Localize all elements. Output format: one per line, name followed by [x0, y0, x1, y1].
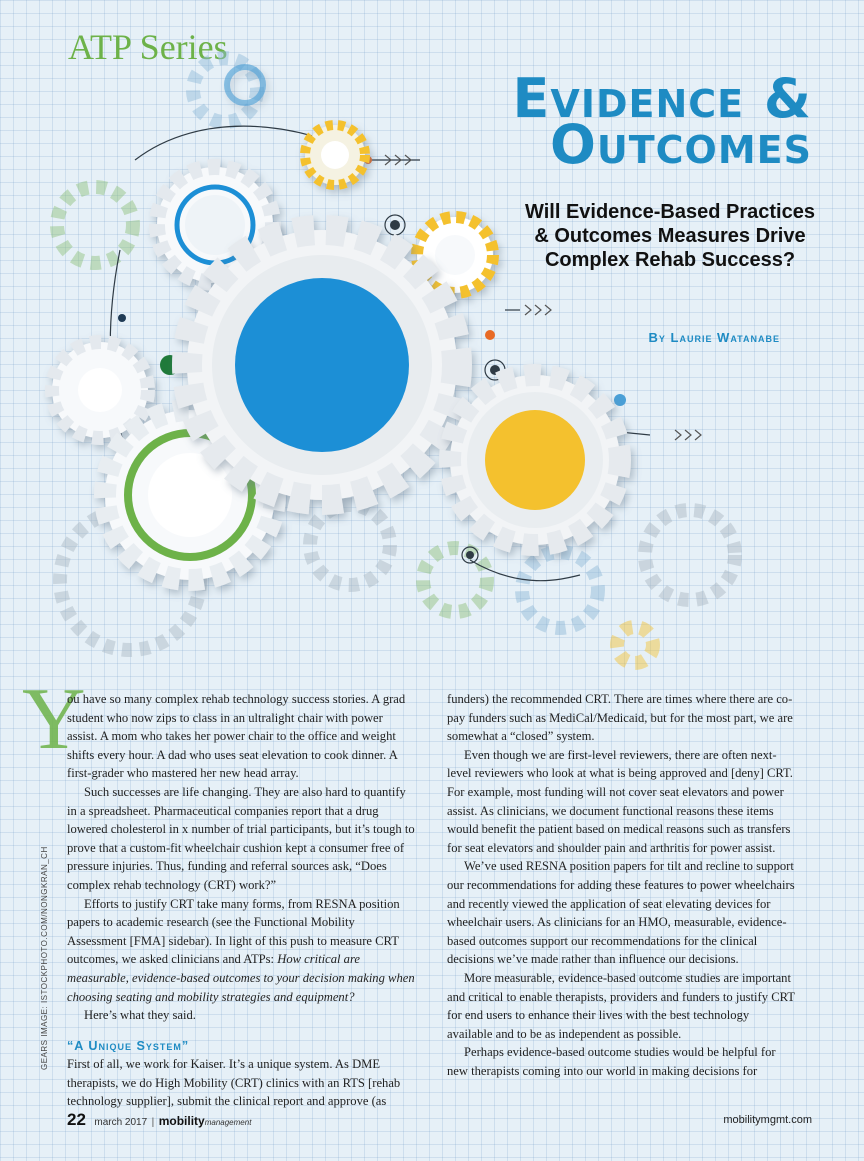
blue-gear	[187, 230, 457, 500]
issue-date: march 2017	[94, 1117, 148, 1128]
image-credit: GEARS IMAGE: ISTOCKPHOTO.COM/NONGKRAN_CH	[40, 846, 49, 1070]
page-number: 22	[67, 1110, 86, 1129]
article-deck: Will Evidence-Based Practices & Outcomes Measures Drive Complex Rehab Success?	[525, 201, 815, 271]
article-column-right	[447, 690, 795, 1080]
title-line-1: Evidence &	[512, 67, 812, 130]
paragraph: More measurable, evidence-based outcome studies are important and critical to enable therapists, providers and funders to justify CRT for end users to enhance their lives with the best technology available and to be as independent as possible.	[447, 970, 795, 1041]
series-label: ATP Series	[68, 27, 228, 67]
paragraph: Even though we are first-level reviewers, there are often next-level reviewers who look at what is being approved and [deny] CRT. For example, most funding will not cover seat elevators and power assist. As clinicians, we document functional reasons these items would benefit the patient based on medical reasons such as transfers for seat elevators and shoulder pain and arthritis for power assist.	[447, 747, 793, 855]
paragraph: Perhaps evidence-based outcome studies would be helpful for new therapists coming into our world in making decisions for	[447, 1045, 776, 1078]
brand-logo-sub: management	[204, 1118, 252, 1127]
drop-cap: Y	[22, 671, 86, 768]
paragraph: Here’s what they said.	[84, 1008, 196, 1023]
paragraph: First of all, we work for Kaiser. It’s a unique system. As DME therapists, we do High Mobility (CRT) clinics with an RTS [rehab technology supplier], submit the clinical report and approve (as	[67, 1057, 401, 1109]
title-line-2: Outcomes	[549, 113, 812, 176]
paragraph: funders) the recommended CRT. There are times where there are co-pay funders such as MediCal/Medicaid, but for the most part, we are somewhat a “closed” system.	[447, 692, 793, 744]
paragraph-text: Efforts to justify CRT take many forms, from RESNA position papers to academic research (see the Functional Mobility Assessment [FMA] sidebar). In light of this push to measure CRT outcomes, we asked clinicians and ATPs:	[67, 896, 400, 967]
question-text: How critical are measurable, evidence-based outcomes to your decision making when choosing seating and mobility strategies and equipment?	[67, 952, 415, 1004]
brand-logo: mobility	[158, 1114, 205, 1128]
article-title	[292, 67, 812, 176]
section-subhead: “A Unique System”	[67, 1038, 190, 1053]
paragraph	[67, 895, 415, 1007]
article-column-left	[67, 690, 415, 1111]
page-footer: 22 march 2017 | mobilitymanagement mobilitymgmt.com	[67, 1110, 812, 1129]
website-link[interactable]: mobilitymgmt.com	[723, 1114, 812, 1126]
byline: By Laurie Watanabe	[648, 330, 780, 345]
paragraph: We’ve used RESNA position papers for tilt and recline to support our recommendations for adding these features to power wheelchairs and recently viewed the application of seat elevating devices for wheelchair users. As clinicians for an HMO, measurable, evidence-based outcomes support our recommendations for the clinical decisions we’ve made rather than influence our decisions.	[447, 859, 795, 967]
paragraph: Such successes are life changing. They are also hard to quantify in a spreadsheet. Pharmaceutical companies report that a drug lowered cholesterol in x number of trial participants, but it’s tough to prove that a custom-fit wheelchair cushion kept a consumer free of pressure injuries. Thus, funding and referral sources ask, “Does complex rehab technology (CRT) work?”	[67, 784, 415, 892]
yellow-gear	[450, 375, 620, 545]
paragraph: ou have so many complex rehab technology success stories. A grad student who now zips to class in an ultralight chair with power assist. A mom who takes her power chair to the office and weight shifts every hour. A dad who uses seat elevation to cook dinner. A first-grader who mastered her new head array.	[67, 692, 406, 781]
